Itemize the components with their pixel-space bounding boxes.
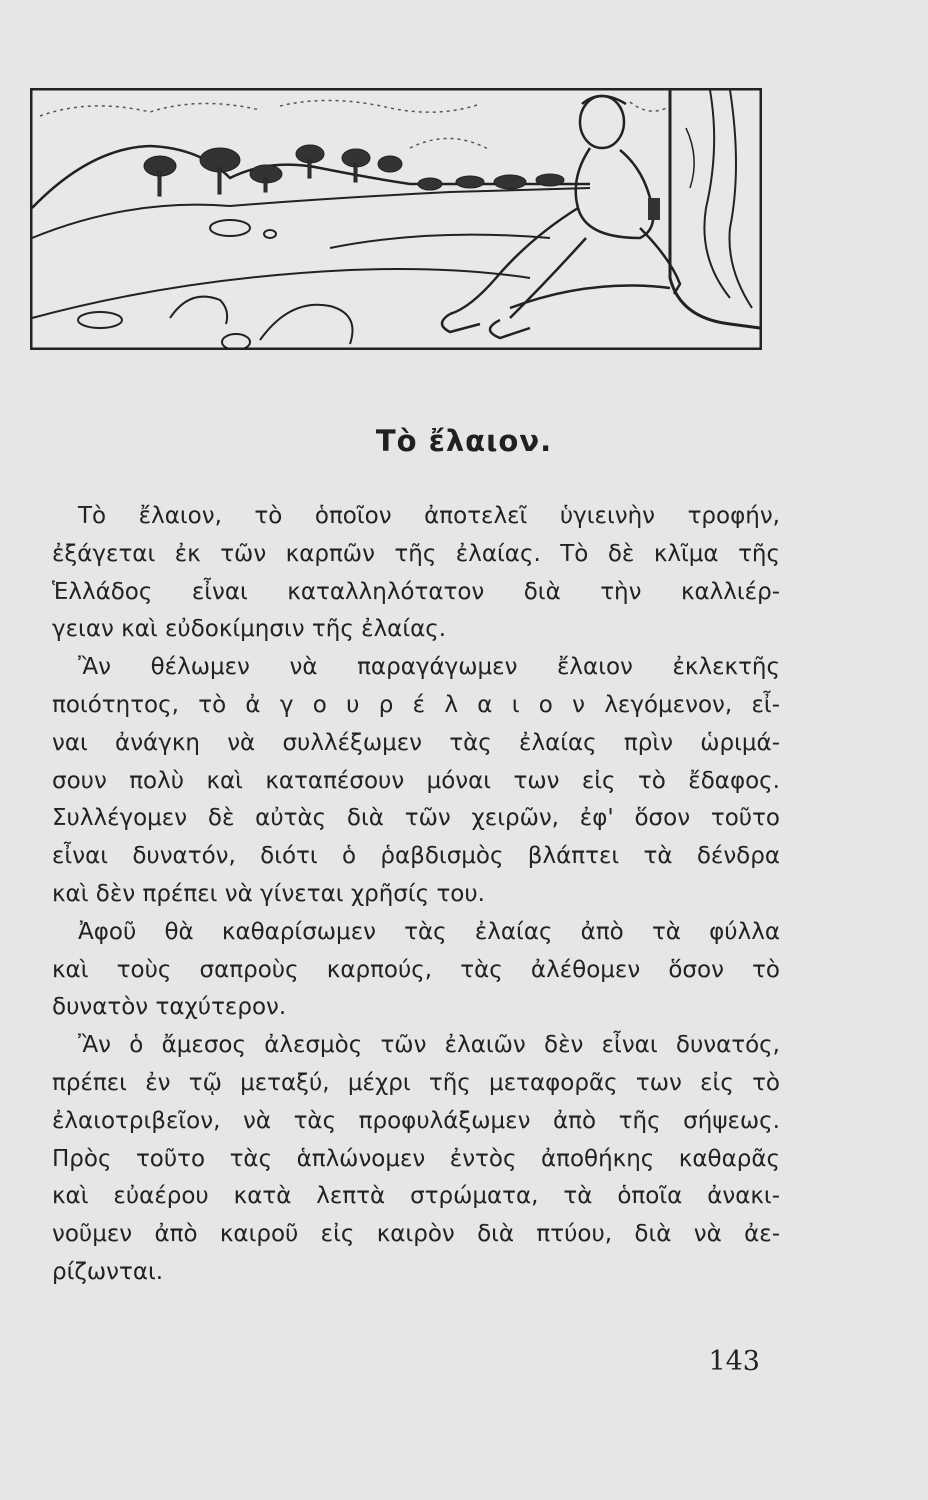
text-line: καὶ εὐαέρου κατὰ λεπτὰ στρώματα, τὰ ὁποῖα ἀνακι- xyxy=(52,1183,780,1210)
text-line: πρέπει ἐν τῷ μεταξύ, μέχρι τῆς μεταφορᾶς των εἰς τὸ xyxy=(52,1069,780,1096)
text-line: Πρὸς τοῦτο τὰς ἁπλώνομεν ἐντὸς ἀποθήκης καθαρᾶς xyxy=(52,1145,780,1172)
page-title: Τὸ ἔλαιον. xyxy=(375,424,553,458)
text-line: ἐλαιοτριβεῖον, νὰ τὰς προφυλάξωμεν ἀπὸ τῆς σήψεως. xyxy=(52,1107,780,1134)
text-line: σουν πολὺ καὶ καταπέσουν μόναι των εἰς τὸ ἔδαφος. xyxy=(52,767,780,794)
text-line: Ἂν θέλωμεν νὰ παραγάγωμεν ἔλαιον ἐκλεκτῆς xyxy=(78,654,780,681)
text-line: καὶ τοὺς σαπροὺς καρπούς, τὰς ἀλέθομεν ὅσον τὸ xyxy=(52,956,780,983)
text-line: νοῦμεν ἀπὸ καιροῦ εἰς καιρὸν διὰ πτύου, διὰ νὰ ἀε- xyxy=(52,1221,780,1248)
boy-under-tree-landscape-icon xyxy=(30,88,762,350)
header-illustration xyxy=(30,88,762,350)
text-line: Ἑλλάδος εἶναι καταλληλότατον διὰ τὴν καλλιέρ- xyxy=(52,578,780,605)
paragraph-2 xyxy=(52,649,780,914)
text-line: ναι ἀνάγκη νὰ συλλέξωμεν τὰς ἐλαίας πρὶν ὡριμά- xyxy=(52,729,780,756)
text-line: ἐξάγεται ἐκ τῶν καρπῶν τῆς ἐλαίας. Τὸ δὲ κλῖμα τῆς xyxy=(52,540,780,567)
text-line: δυνατὸν ταχύτερον. xyxy=(52,994,287,1021)
text-line: Ἀφοῦ θὰ καθαρίσωμεν τὰς ἐλαίας ἀπὸ τὰ φύλλα xyxy=(78,918,780,945)
article-body xyxy=(52,498,780,1292)
text-line: ρίζωνται. xyxy=(52,1258,164,1285)
text-line: Τὸ ἔλαιον, τὸ ὁποῖον ἀποτελεῖ ὑγιεινὴν τροφήν, xyxy=(78,503,780,529)
text-line: Συλλέγομεν δὲ αὐτὰς διὰ τῶν χειρῶν, ἐφ' ὅσον τοῦτο xyxy=(52,805,780,832)
paragraph-3 xyxy=(52,914,780,1027)
text-line: ποιότητος, τὸ ἀ γ ο υ ρ έ λ α ι ο ν λεγόμενον, εἶ- xyxy=(52,691,780,718)
page-number: 143 xyxy=(708,1346,760,1377)
text-line: γειαν καὶ εὐδοκίμησιν τῆς ἐλαίας. xyxy=(52,616,447,643)
paragraph-1 xyxy=(52,498,780,649)
text-line: εἶναι δυνατόν, διότι ὁ ῥαβδισμὸς βλάπτει τὰ δένδρα xyxy=(52,843,780,870)
paragraph-4 xyxy=(52,1027,780,1292)
text-line: καὶ δὲν πρέπει νὰ γίνεται χρῆσίς του. xyxy=(52,880,485,907)
text-line: Ἂν ὁ ἄμεσος ἀλεσμὸς τῶν ἐλαιῶν δὲν εἶναι δυνατός, xyxy=(78,1032,780,1059)
